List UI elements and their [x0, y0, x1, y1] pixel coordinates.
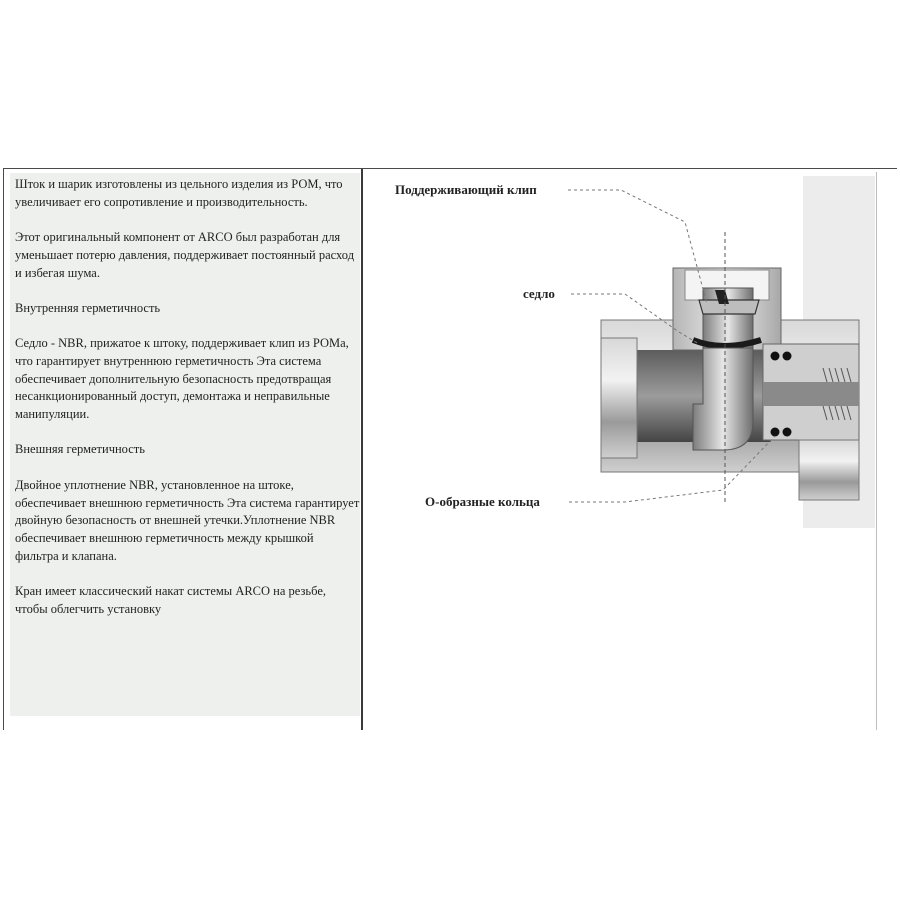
- text-body: [15, 176, 360, 636]
- right-border: [876, 172, 877, 730]
- label-o-rings: О-образные кольца: [425, 494, 540, 509]
- label-support-clip: Поддерживающий клип: [395, 182, 537, 197]
- label-seat: седло: [523, 286, 555, 301]
- paragraph-seat: Седло - NBR, прижатое к штоку, поддерживает клип из РОМа, что гарантирует внутреннюю герметичность Эта система обеспечивает дополнительную безопасность предотвращая несанкционированный доступ, демонтажа и неправильные манипуляции.: [15, 336, 349, 422]
- paragraph-material: Шток и шарик изготовлены из цельного изделия из РОМ, что увеличивает его сопротивление и производительность.: [15, 177, 343, 209]
- paragraph-thread: Кран имеет классический накат системы ARCO на резьбе, чтобы облегчить установку: [15, 584, 326, 616]
- inlet-socket: [601, 338, 637, 458]
- heading-external-sealing: Внешняя герметичность: [15, 442, 145, 457]
- valve-cross-section-diagram: [363, 172, 875, 532]
- heading-internal-sealing: Внутренняя герметичность: [15, 300, 161, 315]
- support-clip: [699, 300, 759, 314]
- text-column: [3, 169, 363, 730]
- outlet-skirt: [799, 440, 859, 500]
- paragraph-arco-component: Этот оригинальный компонент от ARCO был разработан для уменьшает потерю давления, поддерживает постоянный расход и избегая шума.: [15, 230, 355, 280]
- outlet-thread-core: [763, 382, 859, 406]
- paragraph-double-seal: Двойное уплотнение NBR, установленное на штоке, обеспечивает внешнюю герметичность Эта система гарантирует двойную безопасность от внешней утечки.Уплотнение NBR обеспечивает внешнюю герметичность между крышкой фильтра и клапана.: [15, 477, 360, 563]
